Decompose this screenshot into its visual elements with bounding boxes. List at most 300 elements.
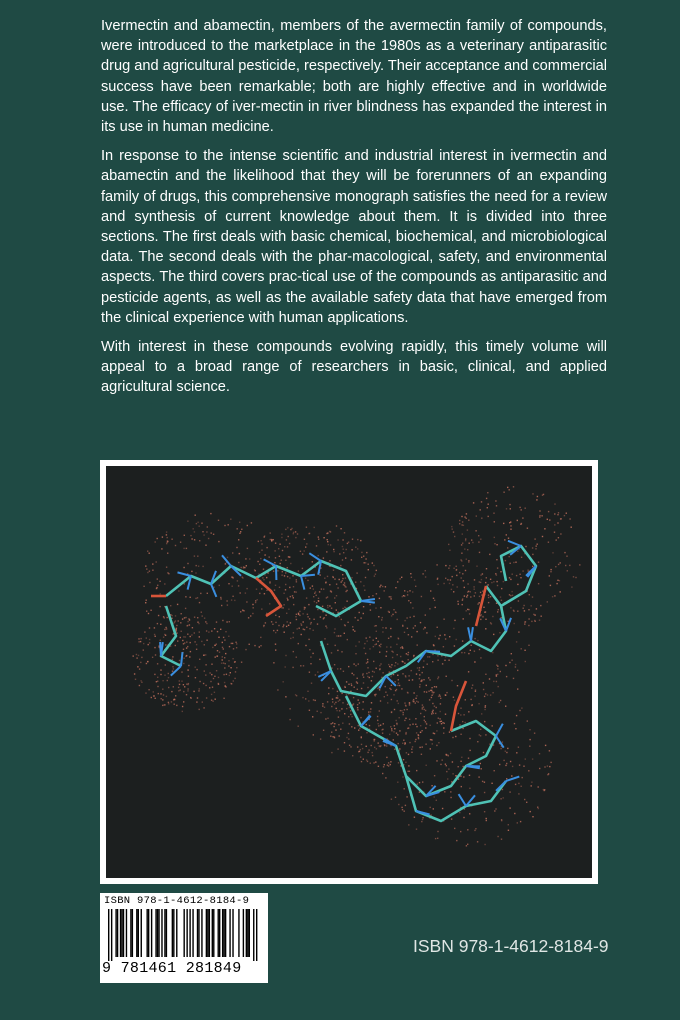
surface-dot: [483, 752, 484, 753]
surface-dot: [573, 576, 574, 577]
surface-dot: [257, 561, 258, 562]
surface-dot: [372, 595, 373, 596]
surface-dot: [181, 613, 182, 614]
surface-dot: [211, 532, 212, 533]
surface-dot: [404, 744, 405, 745]
surface-dot: [146, 663, 147, 664]
surface-dot: [532, 493, 533, 494]
surface-dot: [411, 577, 412, 578]
surface-dot: [418, 701, 419, 702]
surface-dot: [415, 718, 416, 719]
surface-dot: [432, 661, 433, 662]
surface-dot: [466, 596, 467, 597]
surface-dot: [462, 640, 463, 641]
surface-dot: [569, 518, 570, 519]
surface-dot: [320, 574, 321, 575]
surface-dot: [435, 607, 436, 608]
surface-dot: [139, 685, 140, 686]
surface-dot: [494, 810, 495, 811]
surface-dot: [393, 739, 394, 740]
surface-dot: [509, 489, 510, 490]
surface-dot: [483, 607, 484, 608]
surface-dot: [271, 621, 272, 622]
surface-dot: [484, 612, 485, 613]
surface-dot: [473, 586, 474, 587]
surface-dot: [218, 637, 219, 638]
barcode-bar: [141, 909, 142, 957]
barcode-bar: [164, 909, 165, 957]
description-paragraph-2: In response to the intense scientific and industrial interest in ivermectin and abamectin and the likelihood that they will be forerunners of an expanding family of drugs, this comprehensive monograph satisfies the need for a review and synthesis of current knowledge about them. It is divided into three sections. The first deals with basic chemical, biochemical, and microbiological data. The second deals with the phar-macological, safety, and environmental aspects. The third covers prac-tical use of the compounds as antiparasitic and pesticide agents, as well as the available safety data that have emerged from the clinical experience with human applications.: [101, 148, 607, 326]
surface-dot: [437, 660, 438, 661]
surface-dot: [323, 618, 324, 619]
surface-dot: [489, 678, 490, 679]
surface-dot: [307, 691, 308, 692]
surface-dot: [259, 646, 260, 647]
surface-dot: [277, 630, 278, 631]
surface-dot: [289, 708, 290, 709]
surface-dot: [516, 715, 517, 716]
surface-dot: [218, 541, 219, 542]
barcode-bar: [253, 909, 254, 961]
surface-dot: [308, 700, 309, 701]
surface-dot: [467, 529, 468, 530]
surface-dot: [500, 571, 501, 572]
surface-dot: [149, 642, 150, 643]
surface-dot: [422, 573, 423, 574]
surface-dot: [168, 677, 169, 678]
barcode-bar: [111, 909, 112, 961]
surface-dot: [510, 529, 511, 530]
surface-dot: [226, 600, 227, 601]
surface-dot: [407, 594, 408, 595]
surface-dot: [369, 604, 370, 605]
surface-dot: [390, 628, 391, 629]
surface-dot: [481, 501, 482, 502]
surface-dot: [215, 699, 216, 700]
surface-dot: [512, 574, 513, 575]
surface-dot: [150, 610, 151, 611]
surface-dot: [507, 487, 508, 488]
surface-dot: [534, 614, 535, 615]
surface-dot: [198, 690, 199, 691]
surface-dot: [205, 654, 206, 655]
surface-dot: [180, 689, 181, 690]
surface-dot: [316, 602, 317, 603]
surface-dot: [416, 726, 417, 727]
surface-dot: [363, 677, 364, 678]
surface-dot: [203, 534, 204, 535]
barcode-bar: [247, 909, 248, 957]
surface-dot: [460, 734, 461, 735]
surface-dot: [398, 683, 399, 684]
surface-dot: [464, 652, 465, 653]
surface-dot: [270, 539, 271, 540]
surface-dot: [319, 659, 320, 660]
surface-dot: [439, 635, 440, 636]
surface-dot: [477, 841, 478, 842]
surface-dot: [526, 802, 527, 803]
surface-dot: [211, 694, 212, 695]
surface-dot: [346, 681, 347, 682]
surface-dot: [442, 759, 443, 760]
surface-dot: [520, 821, 521, 822]
surface-dot: [375, 607, 376, 608]
surface-dot: [287, 527, 288, 528]
surface-dot: [387, 702, 388, 703]
surface-dot: [238, 585, 239, 586]
surface-dot: [322, 705, 323, 706]
surface-dot: [221, 663, 222, 664]
surface-dot: [149, 582, 150, 583]
surface-dot: [470, 699, 471, 700]
surface-dot: [236, 547, 237, 548]
surface-dot: [190, 636, 191, 637]
surface-dot: [318, 555, 319, 556]
surface-dot: [560, 533, 561, 534]
surface-dot: [472, 685, 473, 686]
surface-dot: [182, 640, 183, 641]
surface-dot: [544, 528, 545, 529]
surface-dot: [395, 662, 396, 663]
molecule-bonds: [151, 541, 536, 821]
surface-dot: [534, 538, 535, 539]
surface-dot: [479, 649, 480, 650]
surface-dot: [340, 729, 341, 730]
surface-dot: [154, 695, 155, 696]
surface-dot: [155, 698, 156, 699]
surface-dot: [379, 745, 380, 746]
surface-dot: [414, 817, 415, 818]
surface-dot: [263, 579, 264, 580]
barcode-bar: [225, 909, 226, 957]
surface-dot: [175, 645, 176, 646]
surface-dot: [524, 650, 525, 651]
surface-dot: [360, 717, 361, 718]
surface-dot: [408, 659, 409, 660]
surface-dot: [455, 775, 456, 776]
surface-dot: [199, 540, 200, 541]
surface-dot: [434, 706, 435, 707]
surface-dot: [310, 663, 311, 664]
surface-dot: [455, 736, 456, 737]
surface-dot: [365, 558, 366, 559]
surface-dot: [509, 807, 510, 808]
surface-dot: [183, 684, 184, 685]
surface-dot: [400, 656, 401, 657]
surface-dot: [451, 680, 452, 681]
surface-dot: [298, 726, 299, 727]
surface-dot: [363, 682, 364, 683]
surface-dot: [390, 667, 391, 668]
surface-dot: [187, 625, 188, 626]
surface-dot: [232, 643, 233, 644]
surface-dot: [501, 839, 502, 840]
surface-dot: [515, 666, 516, 667]
surface-dot: [452, 773, 453, 774]
surface-dot: [357, 682, 358, 683]
surface-dot: [382, 586, 383, 587]
surface-dot: [368, 711, 369, 712]
surface-dot: [513, 562, 514, 563]
surface-dot: [366, 759, 367, 760]
surface-dot: [164, 675, 165, 676]
surface-dot: [497, 836, 498, 837]
surface-dot: [429, 699, 430, 700]
surface-dot: [453, 591, 454, 592]
surface-dot: [565, 565, 566, 566]
surface-dot: [343, 552, 344, 553]
surface-dot: [259, 564, 260, 565]
surface-dot: [279, 587, 280, 588]
surface-dot: [279, 544, 280, 545]
surface-dot: [288, 625, 289, 626]
surface-dot: [318, 600, 319, 601]
surface-dot: [151, 697, 152, 698]
surface-dot: [183, 636, 184, 637]
surface-dot: [244, 610, 245, 611]
surface-dot: [466, 518, 467, 519]
surface-dot: [230, 667, 231, 668]
surface-dot: [517, 670, 518, 671]
surface-dot: [310, 656, 311, 657]
surface-dot: [231, 576, 232, 577]
barcode-bar: [138, 909, 139, 957]
surface-dot: [347, 543, 348, 544]
bond-chain: [346, 696, 496, 796]
surface-dot: [222, 656, 223, 657]
surface-dot: [217, 655, 218, 656]
surface-dot: [554, 524, 555, 525]
surface-dot: [190, 535, 191, 536]
surface-dot: [397, 700, 398, 701]
surface-dot: [464, 595, 465, 596]
surface-dot: [352, 673, 353, 674]
surface-dot: [468, 520, 469, 521]
surface-dot: [155, 636, 156, 637]
surface-dot: [476, 515, 477, 516]
surface-dot: [460, 831, 461, 832]
surface-dot: [145, 602, 146, 603]
surface-dot: [319, 591, 320, 592]
surface-dot: [516, 641, 517, 642]
surface-dot: [467, 583, 468, 584]
surface-dot: [271, 539, 272, 540]
surface-dot: [184, 686, 185, 687]
surface-dot: [285, 572, 286, 573]
surface-dot: [376, 748, 377, 749]
surface-dot: [198, 566, 199, 567]
surface-dot: [407, 654, 408, 655]
surface-dot: [147, 551, 148, 552]
surface-dot: [187, 646, 188, 647]
surface-dot: [438, 696, 439, 697]
surface-dot: [425, 721, 426, 722]
surface-dot: [396, 720, 397, 721]
surface-dot: [481, 579, 482, 580]
surface-dot: [273, 571, 274, 572]
hydrogen-bond: [426, 651, 440, 652]
surface-dot: [451, 526, 452, 527]
surface-dot: [212, 647, 213, 648]
surface-dot: [491, 783, 492, 784]
surface-dot: [420, 713, 421, 714]
surface-dot: [501, 600, 502, 601]
surface-dot: [437, 838, 438, 839]
surface-dot: [289, 543, 290, 544]
surface-dot: [552, 596, 553, 597]
surface-dot: [167, 553, 168, 554]
surface-dot: [385, 627, 386, 628]
barcode-bar: [157, 909, 158, 957]
surface-dot: [408, 727, 409, 728]
surface-dot: [351, 683, 352, 684]
surface-dot: [333, 577, 334, 578]
surface-dot: [158, 615, 159, 616]
surface-dot: [335, 729, 336, 730]
surface-dot: [317, 623, 318, 624]
surface-dot: [146, 600, 147, 601]
surface-dot: [363, 556, 364, 557]
surface-dot: [512, 766, 513, 767]
surface-dot: [465, 540, 466, 541]
barcode-bar: [132, 909, 133, 957]
surface-dot: [402, 646, 403, 647]
surface-dot: [462, 721, 463, 722]
surface-dot: [249, 644, 250, 645]
surface-dot: [485, 582, 486, 583]
surface-dot: [206, 630, 207, 631]
surface-dot: [147, 572, 148, 573]
surface-dot: [343, 584, 344, 585]
surface-dot: [429, 679, 430, 680]
surface-dot: [184, 642, 185, 643]
surface-dot: [310, 587, 311, 588]
surface-dot: [274, 550, 275, 551]
surface-dot: [339, 553, 340, 554]
surface-dot: [432, 693, 433, 694]
surface-dot: [366, 637, 367, 638]
surface-dot: [379, 645, 380, 646]
surface-dot: [415, 739, 416, 740]
surface-dot: [255, 600, 256, 601]
surface-dot: [160, 624, 161, 625]
surface-dot: [387, 765, 388, 766]
surface-dot: [496, 674, 497, 675]
surface-dot: [269, 556, 270, 557]
surface-dot: [452, 528, 453, 529]
surface-dot: [153, 691, 154, 692]
surface-dot: [517, 611, 518, 612]
surface-dot: [194, 632, 195, 633]
surface-dot: [301, 624, 302, 625]
surface-dot: [475, 689, 476, 690]
surface-dot: [449, 731, 450, 732]
surface-dot: [188, 618, 189, 619]
surface-dot: [228, 636, 229, 637]
surface-dot: [167, 680, 168, 681]
surface-dot: [383, 723, 384, 724]
surface-dot: [496, 681, 497, 682]
surface-dot: [217, 631, 218, 632]
surface-dot: [232, 552, 233, 553]
surface-dot: [254, 569, 255, 570]
surface-dot: [263, 569, 264, 570]
surface-dot: [298, 614, 299, 615]
surface-dot: [419, 674, 420, 675]
surface-dot: [525, 621, 526, 622]
surface-dot: [440, 698, 441, 699]
surface-dot: [370, 609, 371, 610]
surface-dot: [549, 750, 550, 751]
surface-dot: [498, 609, 499, 610]
surface-dot: [359, 641, 360, 642]
surface-dot: [490, 579, 491, 580]
surface-dot: [395, 612, 396, 613]
surface-dot: [211, 630, 212, 631]
surface-dot: [159, 581, 160, 582]
surface-dot: [388, 765, 389, 766]
surface-dot: [416, 701, 417, 702]
surface-dot: [351, 685, 352, 686]
surface-dot: [405, 762, 406, 763]
surface-dot: [503, 523, 504, 524]
surface-dot: [487, 584, 488, 585]
surface-dot: [287, 576, 288, 577]
surface-dot: [374, 575, 375, 576]
surface-dot: [434, 775, 435, 776]
surface-dot: [528, 645, 529, 646]
surface-dot: [163, 694, 164, 695]
surface-dot: [228, 524, 229, 525]
surface-dot: [145, 692, 146, 693]
hydrogen-bond: [361, 599, 375, 601]
surface-dot: [441, 721, 442, 722]
surface-dot: [340, 668, 341, 669]
surface-dot: [400, 710, 401, 711]
surface-dot: [287, 599, 288, 600]
surface-dot: [391, 664, 392, 665]
surface-dot: [460, 776, 461, 777]
surface-dot: [521, 557, 522, 558]
surface-dot: [412, 724, 413, 725]
surface-dot: [517, 822, 518, 823]
surface-dot: [474, 638, 475, 639]
surface-dot: [190, 597, 191, 598]
surface-dot: [334, 736, 335, 737]
surface-dot: [370, 711, 371, 712]
surface-dot: [511, 653, 512, 654]
surface-dot: [482, 591, 483, 592]
surface-dot: [425, 710, 426, 711]
surface-dot: [539, 620, 540, 621]
surface-dot: [567, 570, 568, 571]
surface-dot: [525, 508, 526, 509]
surface-dot: [410, 617, 411, 618]
surface-dot: [457, 685, 458, 686]
barcode-bar: [218, 909, 219, 957]
surface-dot: [317, 609, 318, 610]
surface-dot: [504, 539, 505, 540]
surface-dot: [413, 627, 414, 628]
surface-dot: [327, 607, 328, 608]
surface-dot: [403, 714, 404, 715]
surface-dot: [285, 696, 286, 697]
surface-dot: [393, 694, 394, 695]
hydrogen-bond: [506, 618, 511, 631]
surface-dot: [187, 634, 188, 635]
surface-dot: [543, 494, 544, 495]
surface-dot: [564, 552, 565, 553]
